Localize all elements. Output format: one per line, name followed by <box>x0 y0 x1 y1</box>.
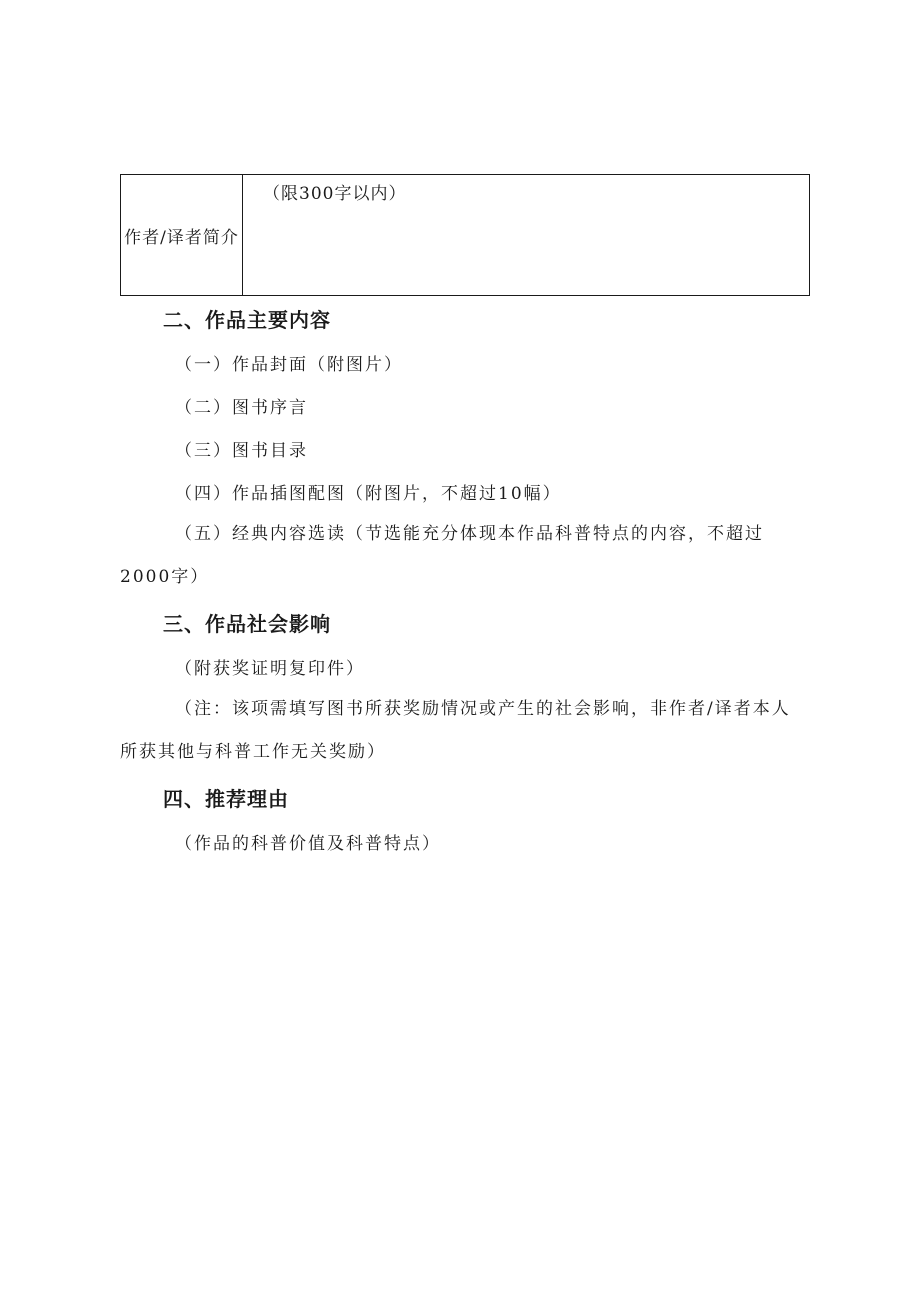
author-intro-label: 作者/译者简介 <box>121 175 243 296</box>
author-intro-hint: （限300字以内） <box>263 184 407 204</box>
section-heading-content: 二、作品主要内容 <box>163 308 331 332</box>
author-intro-table <box>120 174 810 296</box>
reason-item-value: （作品的科普价值及科普特点） <box>175 834 441 854</box>
content-item-toc: （三）图书目录 <box>175 441 308 461</box>
section-heading-reason: 四、推荐理由 <box>163 787 289 811</box>
content-item-preface: （二）图书序言 <box>175 398 308 418</box>
content-item-excerpt: （五）经典内容选读（节选能充分体现本作品科普特点的内容，不超过2000字） <box>120 524 764 587</box>
impact-item-attachment: （附获奖证明复印件） <box>175 659 365 679</box>
author-intro-value-cell <box>243 175 810 296</box>
impact-item-note: （注：该项需填写图书所获奖励情况或产生的社会影响，非作者/译者本人所获其他与科普工作无关奖励） <box>120 699 791 762</box>
section-heading-impact: 三、作品社会影响 <box>163 612 331 636</box>
content-item-cover: （一）作品封面（附图片） <box>175 355 403 375</box>
table-row <box>121 175 810 296</box>
content-item-illustrations: （四）作品插图配图（附图片，不超过10幅） <box>175 484 562 504</box>
